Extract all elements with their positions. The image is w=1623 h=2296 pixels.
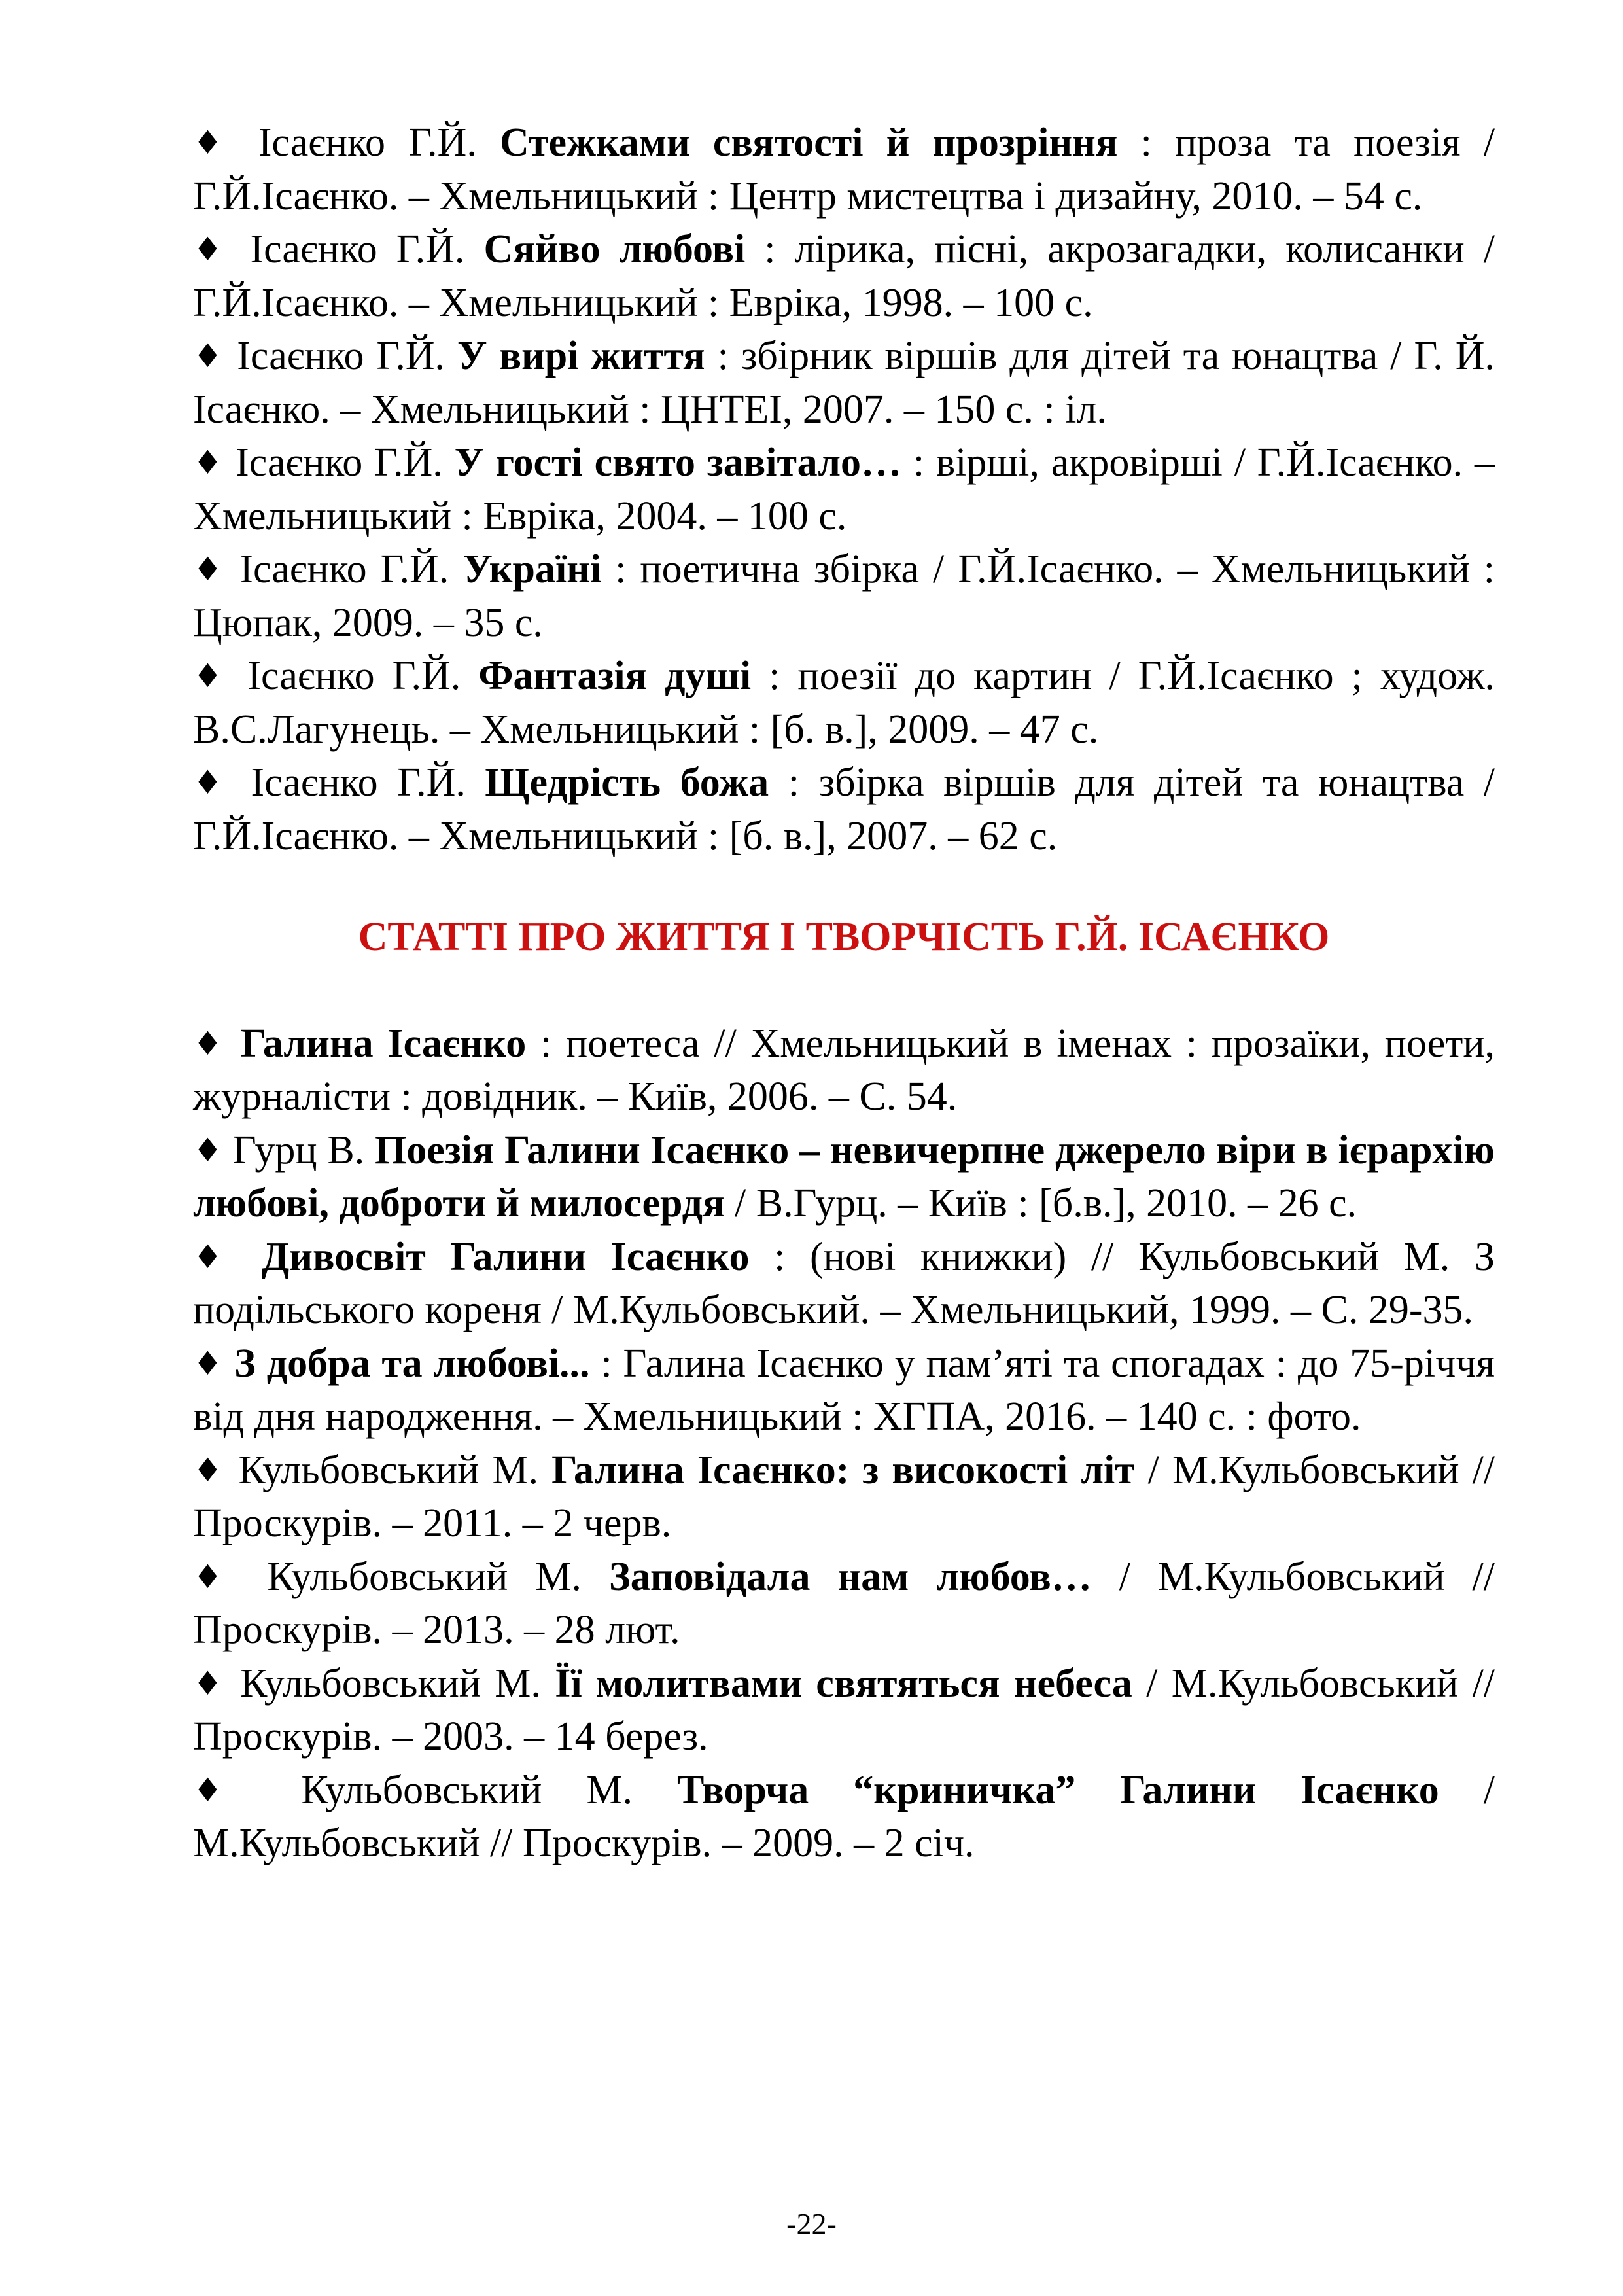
entry-details: / М.Кульбовський // Проскурів. – 2011. – 2 черв. [193,1447,1495,1545]
books-list [193,116,1495,863]
bibliography-entry [193,1551,1495,1657]
entry-title: Заповідала нам любов… [608,1554,1092,1599]
diamond-bullet-icon: ♦ [193,444,224,482]
bibliography-entry [193,223,1495,330]
articles-list [193,1017,1495,1871]
diamond-bullet-icon: ♦ [193,230,232,268]
bibliography-entry [193,1337,1495,1444]
bibliography-entry [193,436,1495,543]
entry-author: Кульбовський М. [301,1767,633,1812]
bibliography-entry [193,1444,1495,1551]
diamond-bullet-icon: ♦ [193,1024,227,1063]
entry-details: : (нові книжки) // Кульбовський М. З подільського кореня / М.Кульбовський. – Хмельницький, 1999. – С. 29-35. [193,1234,1495,1332]
diamond-bullet-icon: ♦ [193,550,226,588]
bibliography-entry [193,330,1495,436]
entry-title: З добра та любові... [234,1341,590,1386]
entry-title: Стежками святості й прозріння [500,120,1118,165]
diamond-bullet-icon: ♦ [193,764,232,802]
entry-author: Ісаєнко Г.Й. [251,760,466,805]
bibliography-entry [193,1017,1495,1124]
entry-author: Гурц В. [232,1127,365,1173]
entry-details: / В.Гурц. – Київ : [б.в.], 2010. – 26 с. [724,1181,1357,1226]
entry-author: Ісаєнко Г.Й. [237,334,445,378]
entry-title: Україні [462,547,602,592]
entry-title: У вирі життя [457,334,705,378]
entry-details: / М.Кульбовський // Проскурів. – 2013. – 28 лют. [193,1554,1495,1652]
entry-details: : проза та поезія / Г.Й.Ісаєнко. – Хмельницький : Центр мистецтва і дизайну, 2010. – 54 с. [193,120,1495,219]
bibliography-entry [193,1657,1495,1764]
entry-title: У гості свято завітало… [454,440,901,485]
entry-details: : вірші, акровірші / Г.Й.Ісаєнко. – Хмельницький : Евріка, 2004. – 100 с. [193,440,1495,539]
entry-author: Кульбовський М. [238,1447,539,1492]
entry-author: Кульбовський М. [267,1554,582,1599]
entry-details: : збірка віршів для дітей та юнацтва / Г.Й.Ісаєнко. – Хмельницький : [б. в.], 2007. – 62 с. [193,760,1495,858]
entry-details: : поетеса // Хмельницький в іменах : прозаїки, поети, журналісти : довідник. – Київ, 2006. – С. 54. [193,1021,1495,1119]
entry-details: : поетична збірка / Г.Й.Ісаєнко. – Хмельницький : Цюпак, 2009. – 35 с. [193,547,1495,645]
diamond-bullet-icon: ♦ [193,657,230,695]
diamond-bullet-icon: ♦ [193,1557,240,1596]
entry-title: Сяйво любові [483,227,746,272]
entry-details: / М.Кульбовський // Проскурів. – 2009. – 2 січ. [193,1767,1495,1865]
diamond-bullet-icon: ♦ [193,1344,224,1383]
entry-details: : поезії до картин / Г.Й.Ісаєнко ; худож. В.С.Лагунець. – Хмельницький : [б. в.], 2009. – 47 с. [193,654,1495,752]
entry-author: Ісаєнко Г.Й. [250,227,465,272]
entry-author: Ісаєнко Г.Й. [247,654,461,698]
entry-author: Ісаєнко Г.Й. [239,547,449,592]
entry-details: : збірник віршів для дітей та юнацтва / Г. Й. Ісаєнко. – Хмельницький : ЦНТЕІ, 2007. – 150 с. : іл. [193,334,1495,432]
bibliography-entry [193,1124,1495,1231]
section-title: СТАТТІ ПРО ЖИТТЯ І ТВОРЧІСТЬ Г.Й. ІСАЄНКО [358,915,1330,959]
bibliography-entry [193,756,1495,863]
diamond-bullet-icon: ♦ [193,1664,226,1703]
entry-title: Галина Ісаєнко [240,1021,527,1066]
entry-title: Дивосвіт Галини Ісаєнко [261,1234,750,1279]
entry-title: Її молитвами святяться небеса [555,1661,1132,1706]
bibliography-entry [193,650,1495,756]
entry-title: Галина Ісаєнко: з високості літ [551,1447,1135,1492]
diamond-bullet-icon: ♦ [193,1451,226,1489]
entry-details: / М.Кульбовський // Проскурів. – 2003. – 14 берез. [193,1661,1495,1759]
entry-title: Творча “криничка” Галини Ісаєнко [677,1767,1439,1812]
page-number: -22- [786,2207,837,2240]
entry-title: Поезія Галини Ісаєнко – невичерпне джерело віри в ієрархію любові, доброти й милосердя [193,1127,1495,1226]
entry-title: Фантазія душі [478,654,752,698]
diamond-bullet-icon: ♦ [193,1131,223,1169]
bibliography-entry [193,543,1495,650]
diamond-bullet-icon: ♦ [193,337,225,375]
diamond-bullet-icon: ♦ [193,124,236,162]
diamond-bullet-icon: ♦ [193,1771,257,1809]
entry-author: Ісаєнко Г.Й. [258,120,477,165]
entry-author: Ісаєнко Г.Й. [236,440,443,485]
diamond-bullet-icon: ♦ [193,1237,237,1276]
bibliography-entry [193,1231,1495,1337]
entry-title: Щедрість божа [485,760,769,805]
bibliography-entry [193,116,1495,223]
page-content [193,116,1495,1871]
bibliography-entry [193,1764,1495,1871]
entry-details: : лірика, пісні, акрозагадки, колисанки / Г.Й.Ісаєнко. – Хмельницький : Евріка, 1998. – 100 с. [193,227,1495,325]
entry-details: : Галина Ісаєнко у пам’яті та спогадах : до 75-річчя від дня народження. – Хмельницький : ХГПА, 2016. – 140 с. : фото. [193,1341,1495,1439]
entry-author: Кульбовський М. [240,1661,541,1706]
